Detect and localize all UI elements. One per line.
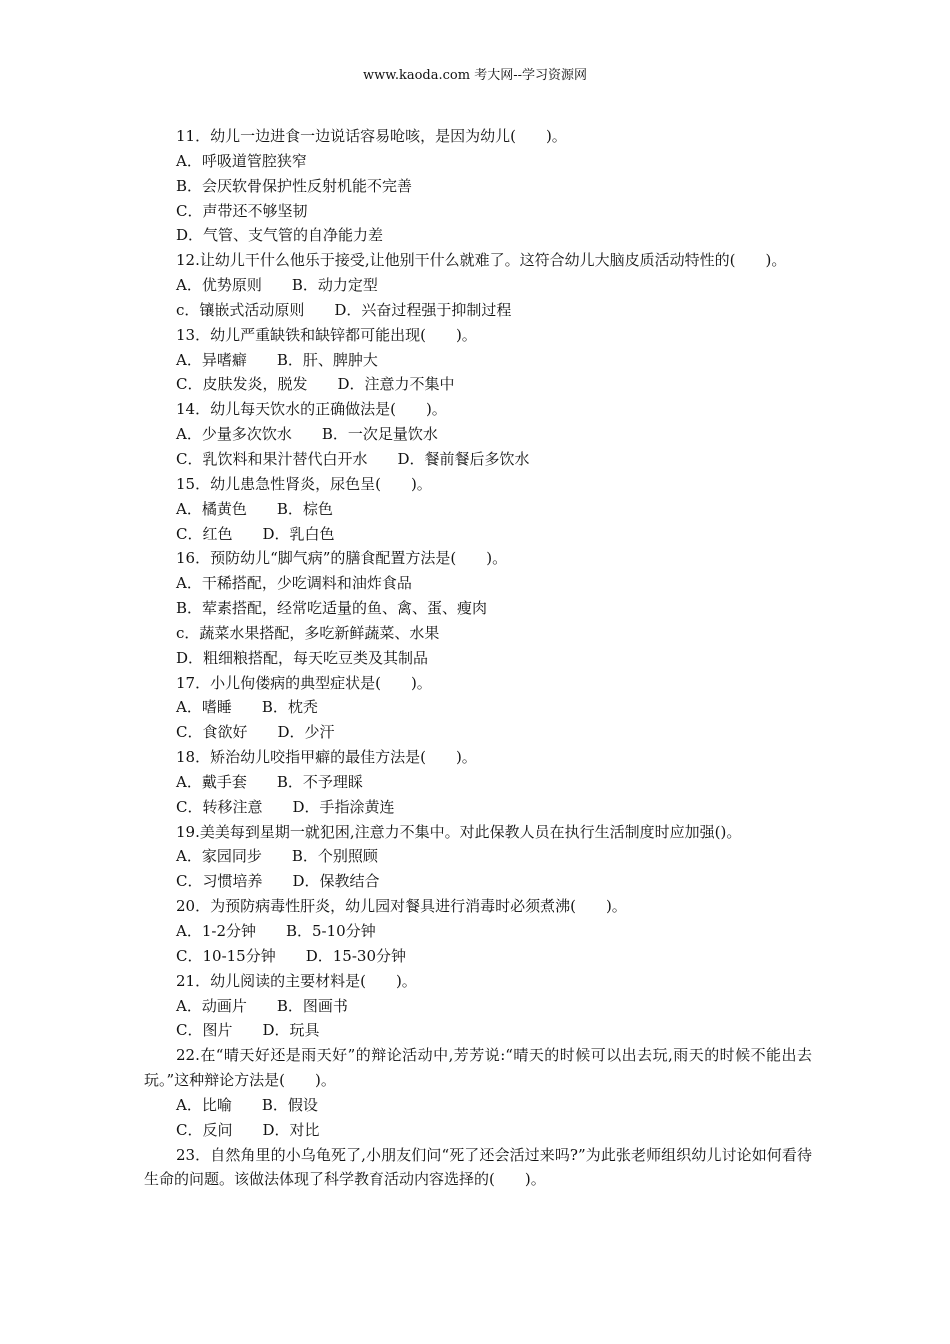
answer-option: c．蔬菜水果搭配，多吃新鲜蔬菜、水果 [176,623,440,642]
answer-option: A．1-2分钟 B．5-10分钟 [176,922,376,940]
answer-option: A．戴手套 B．不予理睬 [176,772,363,791]
answer-option: A．优势原则 B．动力定型 [176,276,378,295]
answer-option: C．乳饮料和果汁替代白开水 D．餐前餐后多饮水 [176,449,530,468]
question-text: 12.让幼儿干什么他乐于接受,让他别干什么就难了。这符合幼儿大脑皮质活动特性的( )。 [176,251,787,270]
question-text: 21．幼儿阅读的主要材料是( )。 [176,971,417,990]
answer-option: C．皮肤发炎，脱发 D．注意力不集中 [176,375,455,394]
question-text: 15．幼儿患急性肾炎，尿色呈( )。 [176,474,432,493]
question-text: 18．矫治幼儿咬指甲癖的最佳方法是( )。 [176,748,477,767]
answer-option: A．橘黄色 B．棕色 [176,499,333,518]
answer-option: C．反问 D．对比 [176,1120,320,1139]
answer-option: A．嗜睡 B．枕秃 [176,698,318,717]
answer-option: B．荤素搭配，经常吃适量的鱼、禽、蛋、瘦肉 [176,599,488,618]
answer-option: c．镶嵌式活动原则 D．兴奋过程强于抑制过程 [176,300,512,319]
question-text: 20．为预防病毒性肝炎，幼儿园对餐具进行消毒时必须煮沸( )。 [176,897,627,916]
answer-option: A．异嗜癖 B．肝、脾肿大 [176,350,378,369]
answer-option: C．习惯培养 D．保教结合 [176,872,380,891]
answer-option: C．10-15分钟 D．15-30分钟 [176,946,406,965]
answer-option: D．粗细粮搭配，每天吃豆类及其制品 [176,648,429,667]
question-text: 22.在“晴天好还是雨天好”的辩论活动中,芳芳说:“晴天的时候可以出去玩,雨天的时候不能出去玩。”这种辩论方法是( )。 [144,1046,812,1090]
answer-option: C．转移注意 D．手指涂黄连 [176,797,395,816]
question-text: 14．幼儿每天饮水的正确做法是( )。 [176,400,447,419]
question-text: 17．小儿佝偻病的典型症状是( )。 [176,673,432,692]
question-text: 11．幼儿一边进食一边说话容易呛咳，是因为幼儿( )。 [176,127,567,145]
question-list [144,124,812,1192]
question-text: 13．幼儿严重缺铁和缺锌都可能出现( )。 [176,325,477,344]
answer-option: C．声带还不够坚韧 [176,201,308,220]
answer-option: A．少量多次饮水 B．一次足量饮水 [176,425,438,444]
answer-option: C．图片 D．玩具 [176,1021,320,1040]
answer-option: C．红色 D．乳白色 [176,524,335,543]
answer-option: A．家园同步 B．个别照顾 [176,847,378,866]
answer-option: A．比喻 B．假设 [176,1095,318,1114]
answer-option: D．气管、支气管的自净能力差 [176,226,384,245]
question-text: 19.美美每到星期一就犯困,注意力不集中。对此保教人员在执行生活制度时应加强()。 [176,822,742,841]
question-text: 16．预防幼儿“脚气病”的膳食配置方法是( )。 [176,549,508,568]
question-text: 23．自然角里的小乌龟死了,小朋友们问“死了还会活过来吗?”为此张老师组织幼儿讨论如何看待生命的问题。该做法体现了科学教育活动内容选择的( )。 [144,1145,812,1189]
answer-option: C．食欲好 D．少汗 [176,723,335,742]
answer-option: A．呼吸道管腔狭窄 [176,151,307,170]
page-header: www.kaoda.com 考大网--学习资源网 [363,68,587,83]
answer-option: A．动画片 B．图画书 [176,996,348,1015]
answer-option: A．干稀搭配，少吃调料和油炸食品 [176,574,412,593]
answer-option: B．会厌软骨保护性反射机能不完善 [176,176,413,195]
